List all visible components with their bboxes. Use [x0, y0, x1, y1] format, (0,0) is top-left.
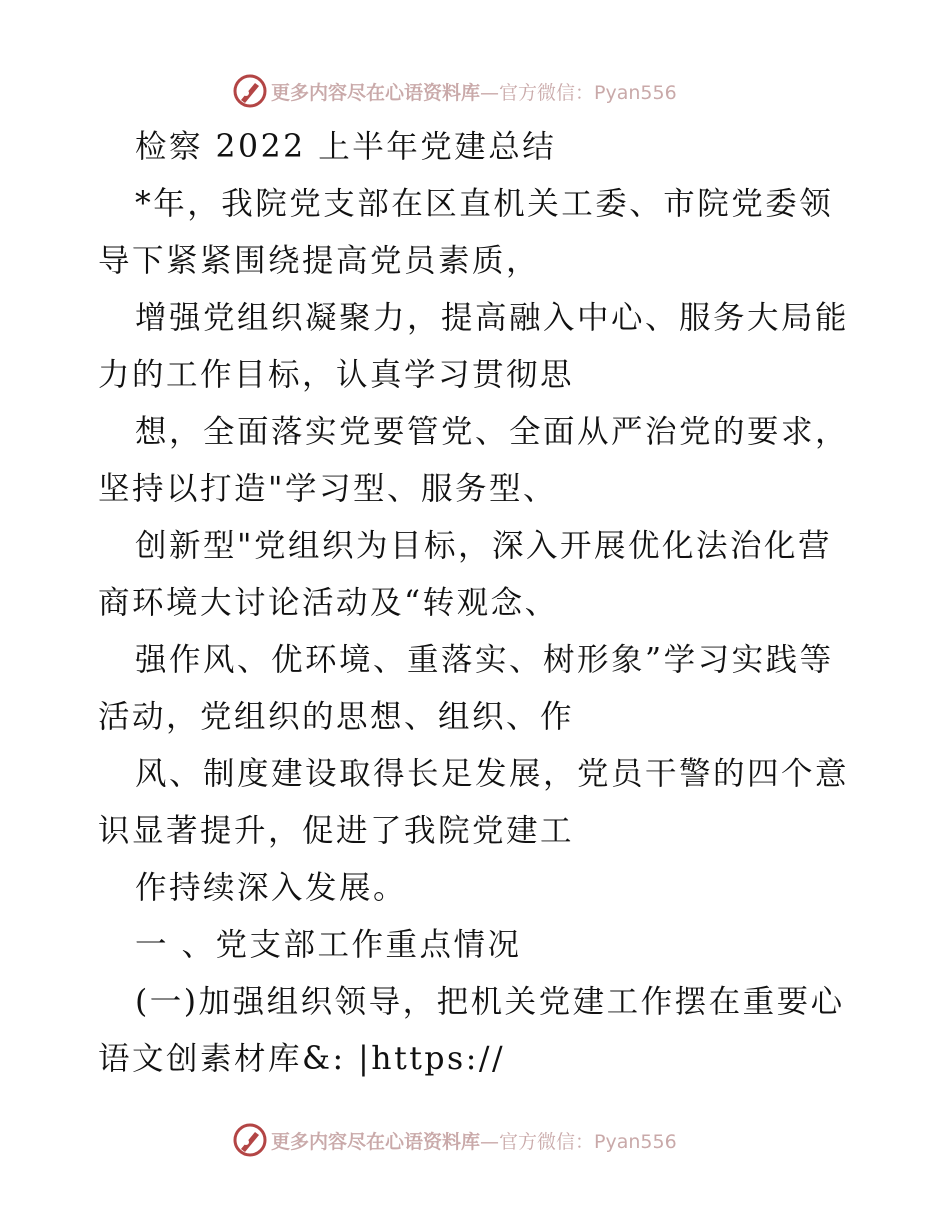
- text-line: 语文创素材库&: |https://: [98, 1041, 506, 1077]
- subsection-heading: (一)加强组织领导，把机关党建工作摆在重要心: [135, 984, 845, 1020]
- text-line: 导下紧紧围绕提高党员素质，: [98, 243, 541, 279]
- text-line: 作持续深入发展。: [135, 870, 408, 906]
- watermark-contact: —官方微信：Pyan556: [480, 1130, 677, 1153]
- text-line: 增强党组织凝聚力，提高融入中心、服务大局能: [135, 300, 850, 336]
- text-line: 力的工作目标，认真学习贯彻思: [98, 357, 575, 393]
- watermark-brand: 更多内容尽在心语资料库: [271, 81, 481, 104]
- text-line: 想，全面落实党要管党、全面从严治党的要求，: [135, 414, 850, 450]
- text-line: 商环境大讨论活动及“转观念、: [98, 585, 559, 621]
- section-heading: 一 、党支部工作重点情况: [135, 927, 522, 963]
- text-line: *年，我院党支部在区直机关工委、市院党委领: [135, 186, 834, 222]
- text-line: 识显著提升，促进了我院党建工: [98, 813, 575, 849]
- document-title: 检察 2022 上半年党建总结: [135, 129, 557, 165]
- text-line: 活动，党组织的思想、组织、作: [98, 699, 575, 735]
- text-line: 创新型"党组织为目标，深入开展优化法治化营: [135, 528, 832, 564]
- watermark-banner-top: [233, 71, 677, 111]
- watermark-banner-bottom: [233, 1120, 677, 1160]
- pen-logo-icon: [233, 1123, 267, 1157]
- watermark-contact: —官方微信：Pyan556: [480, 81, 677, 104]
- text-line: 风、制度建设取得长足发展，党员干警的四个意: [135, 756, 850, 792]
- watermark-brand: 更多内容尽在心语资料库: [271, 1130, 481, 1153]
- text-line: 坚持以打造"学习型、服务型、: [98, 471, 557, 507]
- text-line: 强作风、优环境、重落实、树形象”学习实践等: [135, 642, 834, 678]
- pen-logo-icon: [233, 74, 267, 108]
